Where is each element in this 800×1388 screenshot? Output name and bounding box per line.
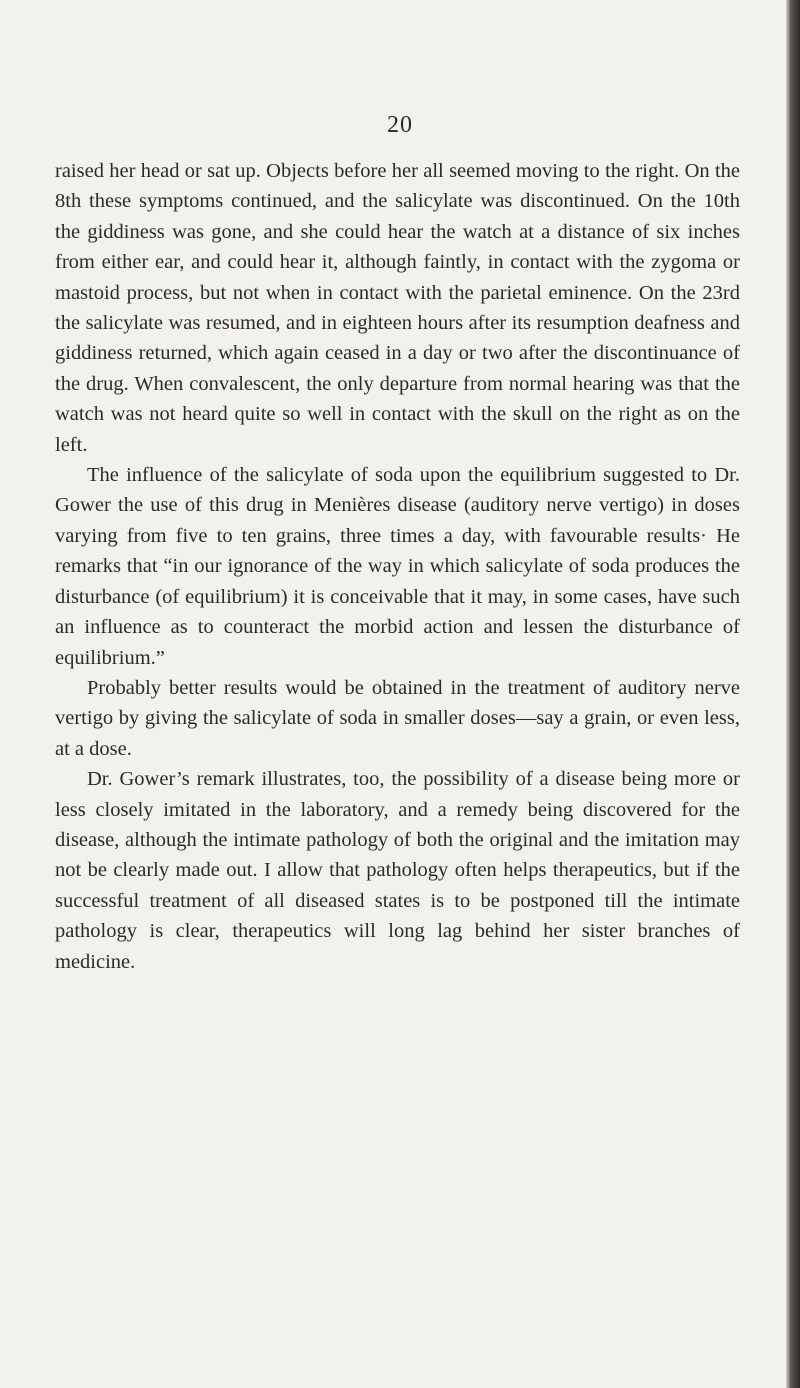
page-edge-shadow	[786, 0, 800, 1388]
page-number: 20	[387, 112, 413, 138]
paragraph-better-results: Probably better results would be obtained in the treatment of auditory nerve vertigo by giving the salicylate of soda in smaller doses—say a grain, or even less, at a dose.	[55, 676, 740, 760]
paragraph-salicylate-influence: The influence of the salicylate of soda upon the equilibrium suggested to Dr. Gower the use of this drug in Menières disease (auditory nerve vertigo) in doses varying from five to ten grains, three times a day, with favourable results· He remarks that “in our ignorance of the way in which salicylate of soda produces the disturbance (of equilibrium) it is conceivable that it may, in some cases, have such an influence as to counteract the morbid action and lessen the disturbance of equilibrium.”	[55, 464, 740, 669]
text-body	[55, 156, 740, 977]
paragraph-gower-remark: Dr. Gower’s remark illustrates, too, the possibility of a disease being more or less closely imitated in the laboratory, and a remedy being discovered for the disease, although the intimate pathology of both the original and the imitation may not be clearly made out. I allow that pathology often helps therapeutics, but if the successful treatment of all diseased states is to be postponed till the intimate pathology is clear, therapeutics will long lag behind her sister branches of medicine.	[55, 768, 740, 973]
paragraph-continued: raised her head or sat up. Objects before her all seemed moving to the right. On the 8th these symptoms continued, and the salicylate was discontinued. On the 10th the giddiness was gone, and she could hear the watch at a distance of six inches from either ear, and could hear it, although faintly, in contact with the zygoma or mastoid process, but not when in contact with the parietal eminence. On the 23rd the salicylate was resumed, and in eighteen hours after its resumption deafness and giddiness returned, which again ceased in a day or two after the discontinuance of the drug. When convalescent, the only departure from normal hearing was that the watch was not heard quite so well in contact with the skull on the right as on the left.	[55, 160, 740, 456]
